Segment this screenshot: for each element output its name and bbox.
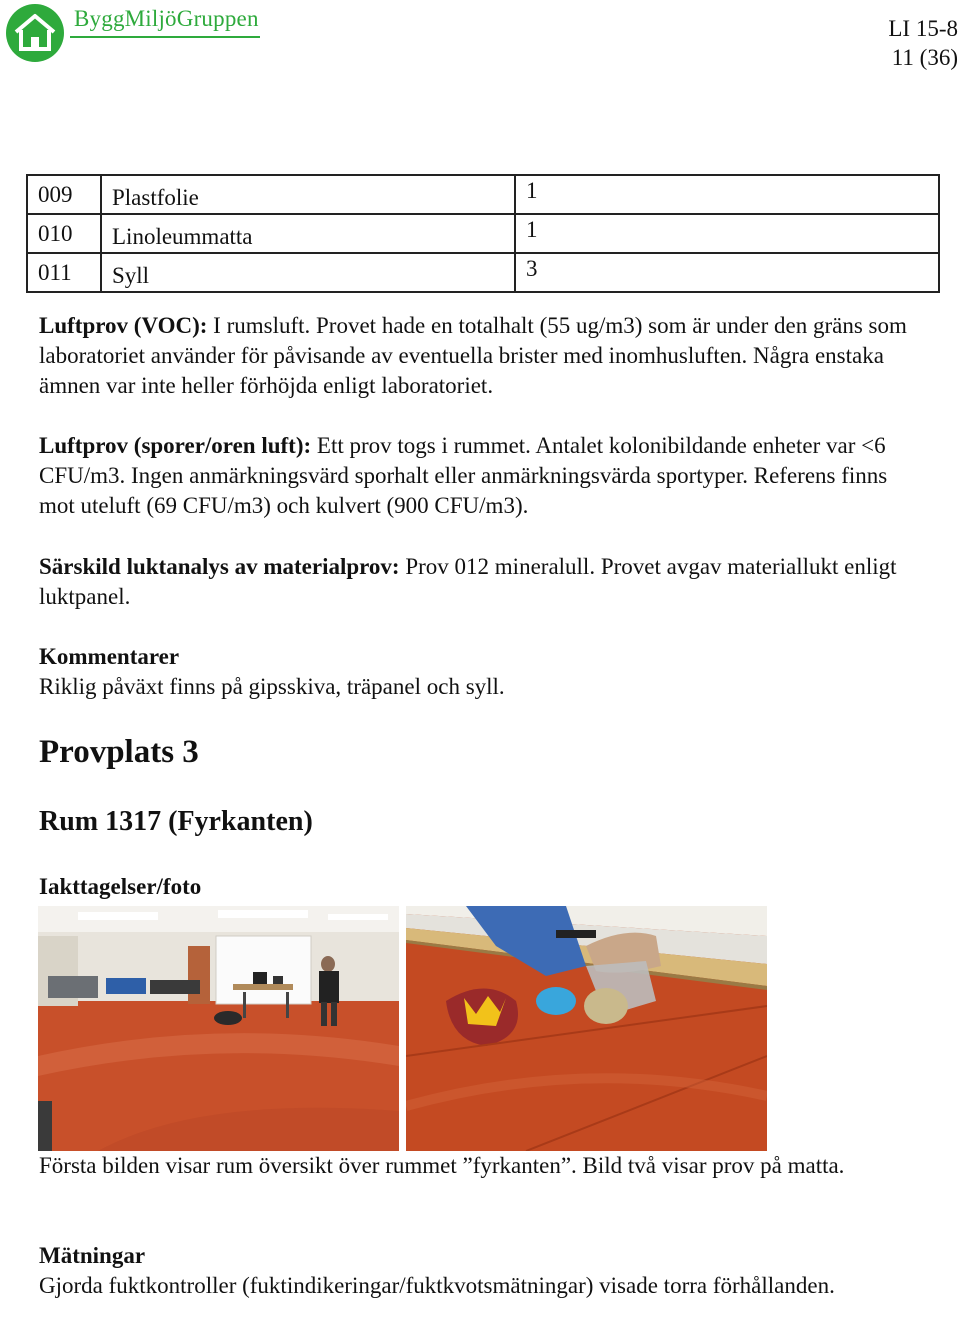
measurements-text: Gjorda fuktkontroller (fuktindikeringar/fuktkvotsmätningar) visade torra förhållanden.	[39, 1273, 835, 1298]
company-logo	[4, 2, 264, 64]
spores-text: Ett prov togs i rummet. Antalet kolonibildande enheter var <6 CFU/m3. Ingen anmärkningsvärd sporhalt eller anmärkningsvärda sportyper. Referens finns mot uteluft (69 CFU/m3) och kulvert (900 CFU/m3).	[39, 433, 888, 518]
table-row	[27, 253, 939, 292]
sample-id: 010	[27, 214, 101, 253]
odor-paragraph	[39, 552, 919, 612]
sample-table	[26, 174, 940, 293]
sample-material: Linoleummatta	[101, 214, 515, 253]
table-row	[27, 214, 939, 253]
table-row	[27, 175, 939, 214]
section-title: Provplats 3	[39, 734, 199, 770]
house-logo-icon	[4, 2, 66, 64]
sample-count: 3	[515, 253, 939, 292]
voc-label: Luftprov (VOC):	[39, 313, 208, 338]
comments-text: Riklig påväxt finns på gipsskiva, träpanel och syll.	[39, 674, 505, 699]
sample-material: Plastfolie	[101, 175, 515, 214]
photo-caption: Första bilden visar rum översikt över rummet ”fyrkanten”. Bild två visar prov på matta.	[39, 1153, 845, 1178]
document-reference	[888, 14, 958, 72]
spores-label: Luftprov (sporer/oren luft):	[39, 433, 312, 458]
page-number: 11 (36)	[891, 45, 958, 70]
observations-heading: Iakttagelser/foto	[39, 874, 202, 899]
logo-underline	[70, 36, 260, 38]
logo-text: ByggMiljöGruppen	[74, 6, 259, 31]
sample-material: Syll	[101, 253, 515, 292]
sample-count: 1	[515, 214, 939, 253]
voc-paragraph	[39, 311, 919, 401]
sample-id: 011	[27, 253, 101, 292]
sample-count: 1	[515, 175, 939, 214]
room-overview-photo	[38, 906, 399, 1151]
spores-paragraph	[39, 431, 919, 521]
odor-label: Särskild luktanalys av materialprov:	[39, 554, 400, 579]
document-id: LI 15-8	[888, 16, 958, 41]
mat-sample-photo	[406, 906, 767, 1151]
measurements-heading: Mätningar	[39, 1243, 146, 1268]
room-title: Rum 1317 (Fyrkanten)	[39, 806, 313, 837]
odor-text: Prov 012 mineralull. Provet avgav materiallukt enligt luktpanel.	[39, 554, 897, 609]
sample-id: 009	[27, 175, 101, 214]
voc-text: I rumsluft. Provet hade en totalhalt (55 ug/m3) som är under den gräns som laboratoriet använder för påvisande av eventuella brister med inomhusluften. Några enstaka ämnen var inte heller förhöjda enligt laboratoriet.	[39, 313, 907, 398]
comments-heading: Kommentarer	[39, 644, 180, 669]
